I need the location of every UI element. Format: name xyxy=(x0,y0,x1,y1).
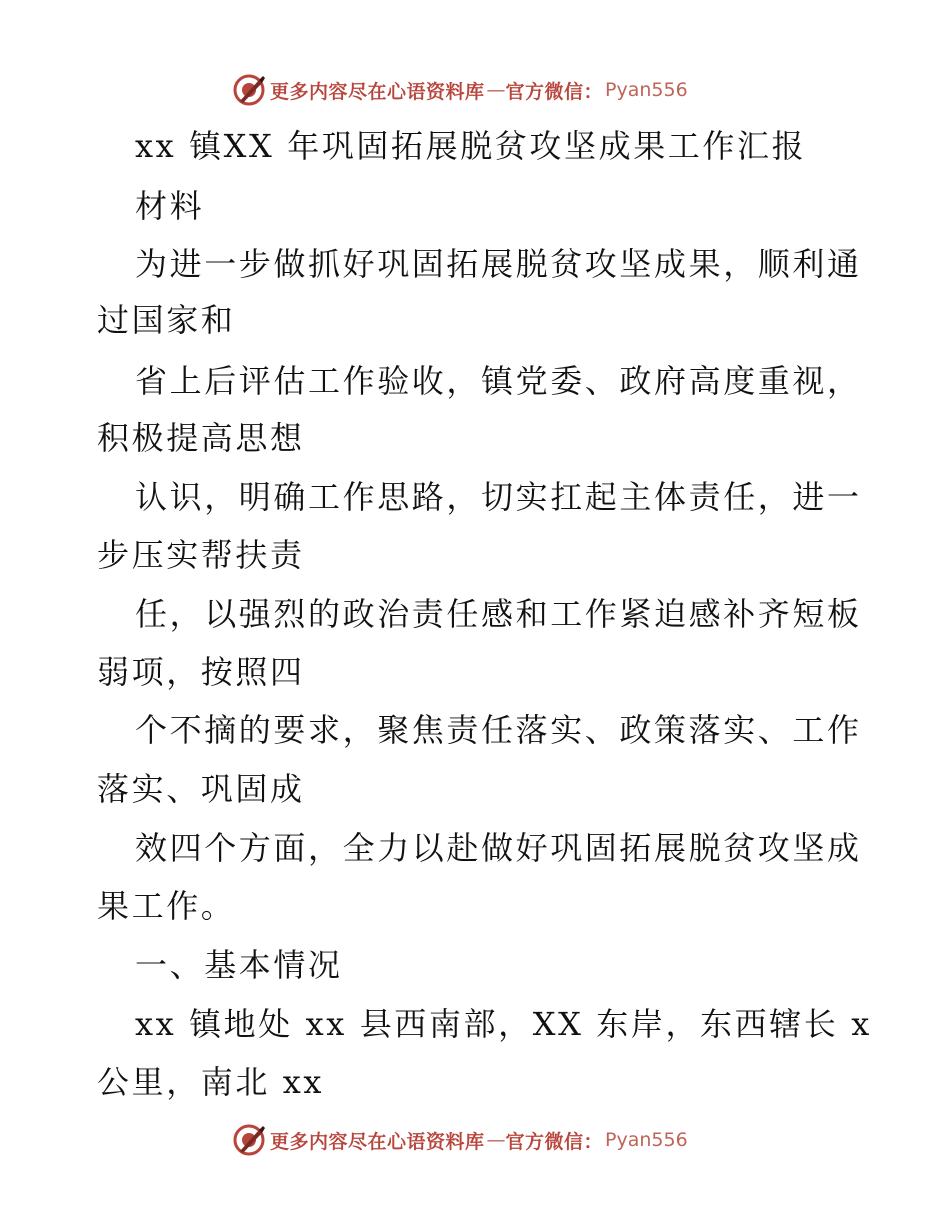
doc-text-line: 落实、巩固成 xyxy=(97,770,305,808)
doc-title-line-2: 材料 xyxy=(135,187,205,225)
watermark-separator: — xyxy=(486,79,506,101)
doc-text-line: 公里，南北 xx xyxy=(97,1063,325,1101)
doc-text-line: 过国家和 xyxy=(97,301,236,339)
watermark-brand-text: 更多内容尽在心语资料库 xyxy=(270,1130,485,1153)
watermark-contact-id: Pyan556 xyxy=(605,79,688,101)
watermark-contact-id: Pyan556 xyxy=(605,1129,688,1151)
doc-text-line: 认识，明确工作思路，切实扛起主体责任，进一 xyxy=(135,478,862,516)
doc-text-line: 积极提高思想 xyxy=(97,419,305,457)
doc-text-line: 步压实帮扶责 xyxy=(97,536,305,574)
watermark-separator: — xyxy=(486,1129,506,1151)
header-watermark xyxy=(232,70,688,110)
doc-text-line: 省上后评估工作验收，镇党委、政府高度重视， xyxy=(135,362,862,400)
watermark-contact-label: 官方微信： xyxy=(505,80,604,103)
doc-text-line: 果工作。 xyxy=(97,887,236,925)
footer-watermark xyxy=(232,1120,688,1160)
doc-title-line-1: xx 镇XX 年巩固拓展脱贫攻坚成果工作汇报 xyxy=(135,127,807,165)
doc-text-line: xx 镇地处 xx 县西南部，XX 东岸，东西辖长 x xyxy=(135,1005,872,1043)
watermark-brand-text: 更多内容尽在心语资料库 xyxy=(270,80,485,103)
doc-text-line: 个不摘的要求，聚焦责任落实、政策落实、工作 xyxy=(135,711,862,749)
watermark-contact-label: 官方微信： xyxy=(505,1130,604,1153)
doc-text-line: 弱项，按照四 xyxy=(97,653,305,691)
doc-text-line: 任，以强烈的政治责任感和工作紧迫感补齐短板 xyxy=(135,595,862,633)
brand-logo-icon xyxy=(232,73,266,107)
doc-text-line: 效四个方面，全力以赴做好巩固拓展脱贫攻坚成 xyxy=(135,829,862,867)
brand-logo-icon xyxy=(232,1123,266,1157)
doc-text-line: 为进一步做抓好巩固拓展脱贫攻坚成果，顺利通 xyxy=(135,245,862,283)
section-heading: 一、基本情况 xyxy=(135,946,343,984)
